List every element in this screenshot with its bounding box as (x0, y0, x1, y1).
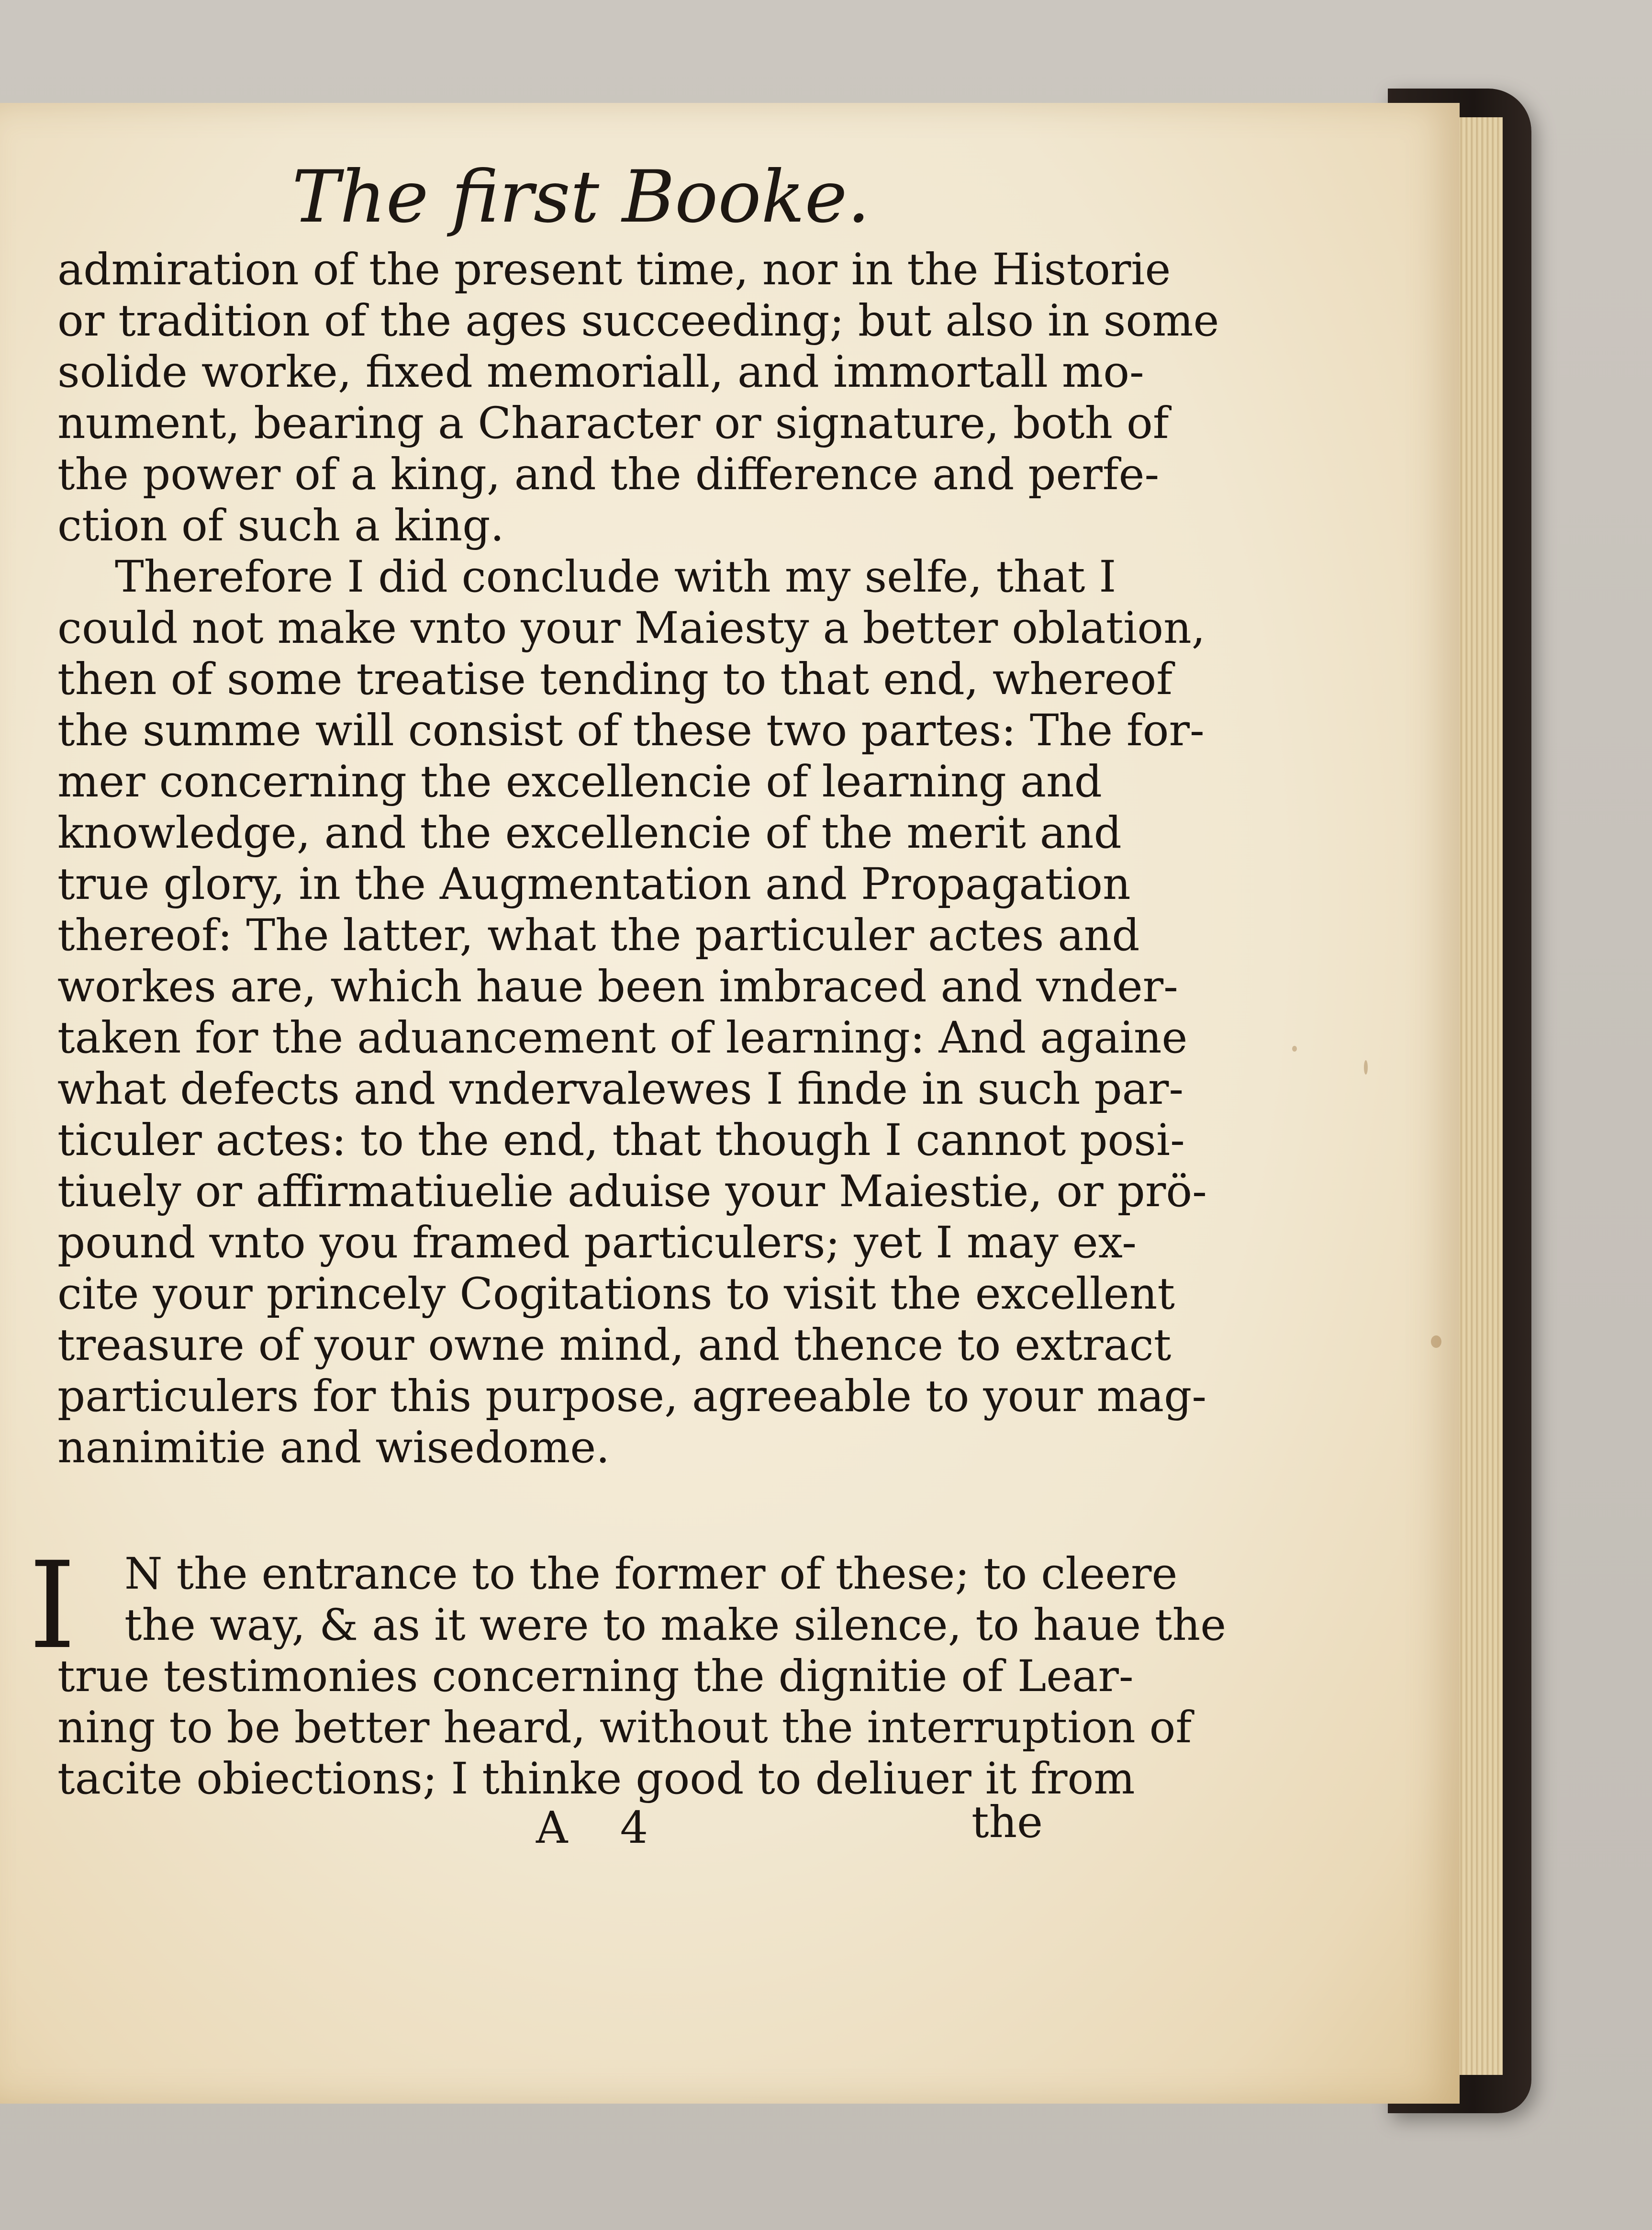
text-line: workes are, which haue been imbraced and vnder- (57, 962, 1178, 1012)
text-line: N the entrance to the former of these; to cleere (124, 1549, 1178, 1599)
text-line: ning to be better heard, without the interruption of (57, 1703, 1192, 1753)
foxing-spot (1364, 1060, 1368, 1075)
text-line: solide worke, fixed memoriall, and immortall mo- (57, 347, 1144, 397)
text-line: Therefore I did conclude with my selfe, that I (115, 552, 1116, 602)
text-line: true testimonies concerning the dignitie of Lear- (57, 1651, 1134, 1702)
text-line: cite your princely Cogitations to visit the excellent (57, 1269, 1175, 1319)
drop-cap: I (29, 1536, 76, 1675)
text-line: ction of such a king. (57, 501, 504, 551)
paragraph-3 (57, 1548, 1227, 1804)
text-line: ticuler actes: to the end, that though I cannot posi- (57, 1115, 1185, 1165)
foxing-spot (1431, 1335, 1441, 1348)
text-line: admiration of the present time, nor in the Historie (57, 245, 1171, 295)
text-line: tiuely or affirmatiuelie aduise your Maiestie, or prö- (57, 1166, 1207, 1217)
text-line: the way, & as it were to make silence, to haue the (124, 1600, 1227, 1650)
text-line: taken for the aduancement of learning: And againe (57, 1013, 1188, 1063)
foxing-spot (1292, 1046, 1297, 1052)
signature-mark: A 4 (536, 1802, 668, 1853)
text-line: nument, bearing a Character or signature, both of (57, 398, 1169, 448)
text-line: or tradition of the ages succeeding; but also in some (57, 296, 1219, 346)
text-line: mer concerning the excellencie of learning and (57, 757, 1102, 807)
text-line: the power of a king, and the difference and perfe- (57, 449, 1160, 500)
text-line: particulers for this purpose, agreeable to your mag- (57, 1371, 1207, 1422)
text-line: what defects and vndervalewes I finde in such par- (57, 1064, 1184, 1114)
text-line: thereof: The latter, what the particuler actes and (57, 910, 1140, 961)
body-text (57, 244, 1219, 1473)
text-line: the summe will consist of these two partes: The for- (57, 706, 1205, 756)
running-head: The first Booke. (292, 156, 870, 239)
text-line: could not make vnto your Maiesty a better oblation, (57, 603, 1206, 653)
text-line: tacite obiections; I thinke good to deliuer it from (57, 1754, 1135, 1804)
text-line: treasure of your owne mind, and thence to extract (57, 1320, 1172, 1370)
text-line: pound vnto you framed particulers; yet I may ex- (57, 1218, 1137, 1268)
catchword: the (971, 1797, 1043, 1848)
text-line: knowledge, and the excellencie of the merit and (57, 808, 1122, 858)
text-line: then of some treatise tending to that end, whereof (57, 654, 1172, 705)
text-line: nanimitie and wisedome. (57, 1423, 610, 1473)
text-line: true glory, in the Augmentation and Propagation (57, 859, 1131, 909)
